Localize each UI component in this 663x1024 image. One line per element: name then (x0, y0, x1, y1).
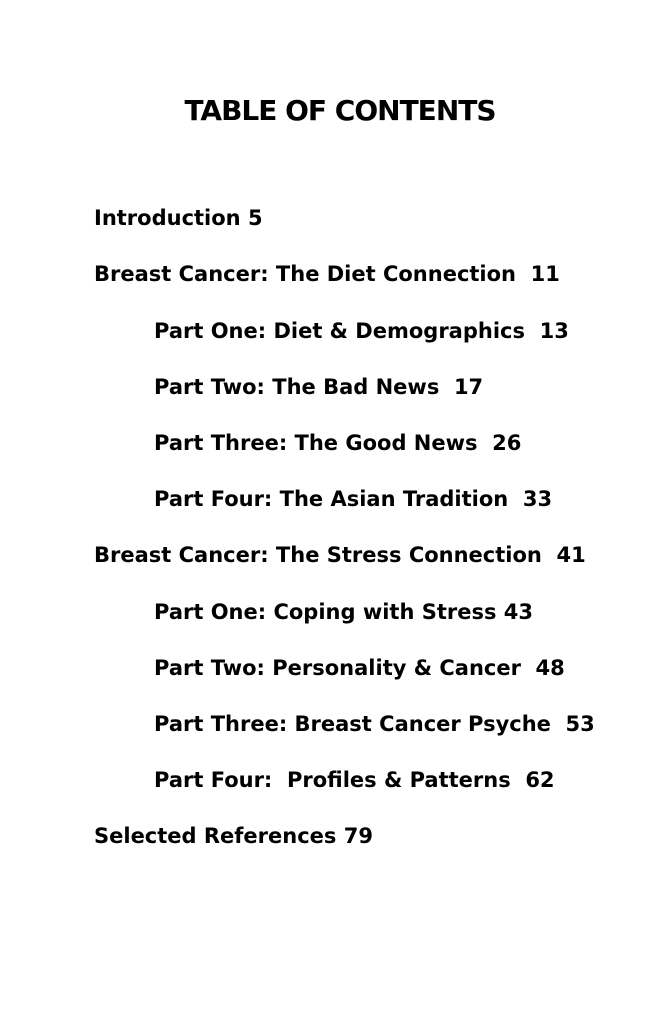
toc-entry-diet-part-two: Part Two: The Bad News 17 (154, 375, 484, 399)
toc-entry-stress-part-four: Part Four: Profiles & Patterns 62 (154, 768, 555, 792)
toc-entry-stress-connection: Breast Cancer: The Stress Connection 41 (94, 543, 586, 567)
toc-entry-diet-part-three: Part Three: The Good News 26 (154, 431, 522, 455)
toc-entry-introduction: Introduction 5 (94, 206, 263, 230)
toc-entry-selected-references: Selected References 79 (94, 824, 373, 848)
toc-entry-stress-part-two: Part Two: Personality & Cancer 48 (154, 656, 565, 680)
toc-entry-diet-connection: Breast Cancer: The Diet Connection 11 (94, 262, 560, 286)
page-title: TABLE OF CONTENTS (184, 94, 496, 127)
toc-entry-diet-part-one: Part One: Diet & Demographics 13 (154, 319, 569, 343)
toc-entry-stress-part-one: Part One: Coping with Stress 43 (154, 600, 534, 624)
toc-entry-stress-part-three: Part Three: Breast Cancer Psyche 53 (154, 712, 595, 736)
toc-entry-diet-part-four: Part Four: The Asian Tradition 33 (154, 487, 553, 511)
